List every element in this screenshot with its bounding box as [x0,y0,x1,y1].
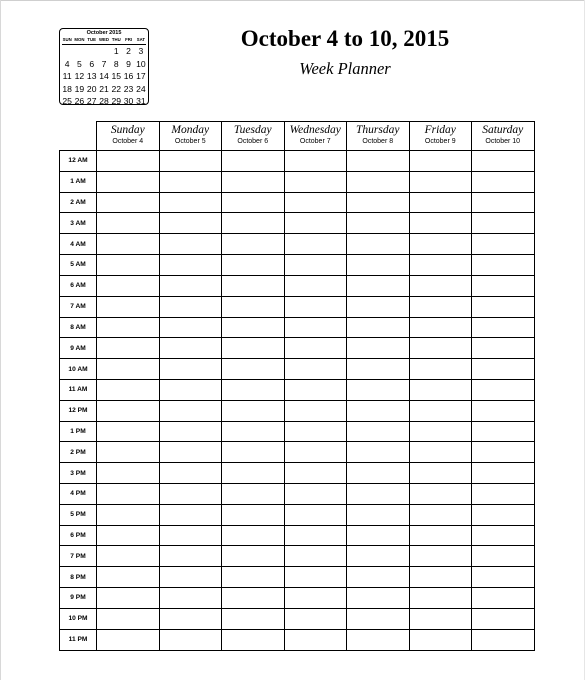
time-row [60,546,535,567]
time-label: 11 AM [60,379,97,400]
planner-cell[interactable] [97,359,160,380]
mini-calendar-day: 1 [113,46,119,56]
planner-cell[interactable] [97,504,160,525]
mini-calendar-day: 27 [86,96,97,106]
planner-cell[interactable] [222,255,285,276]
time-row [60,213,535,234]
time-label: 3 AM [60,213,97,234]
time-row [60,525,535,546]
planner-cell[interactable] [159,192,222,213]
mini-calendar-day: 31 [136,96,146,106]
planner-cell[interactable] [284,255,347,276]
planner-cell[interactable] [159,567,222,588]
day-name: Saturday [482,124,524,136]
planner-cell[interactable] [472,151,535,172]
planner-cell[interactable] [159,213,222,234]
time-label: 8 PM [60,567,97,588]
planner-cell[interactable] [472,525,535,546]
day-header-thursday [347,122,410,151]
planner-cell[interactable] [409,463,472,484]
planner-cell[interactable] [222,463,285,484]
planner-cell[interactable] [159,484,222,505]
planner-cell[interactable] [159,275,222,296]
planner-cell[interactable] [159,629,222,650]
planner-cell[interactable] [472,296,535,317]
mini-calendar-day: 13 [86,71,97,81]
planner-cell[interactable] [222,317,285,338]
planner-cell[interactable] [284,463,347,484]
planner-cell[interactable] [222,151,285,172]
planner-cell[interactable] [472,359,535,380]
planner-cell[interactable] [284,608,347,629]
day-header-sunday [97,122,160,151]
mini-calendar-day: 17 [136,71,146,81]
mini-calendar-day: 23 [123,83,134,94]
planner-cell[interactable] [222,629,285,650]
time-row [60,255,535,276]
planner-cell[interactable] [284,234,347,255]
time-label: 7 PM [60,546,97,567]
planner-cell[interactable] [97,171,160,192]
mini-calendar-day: 28 [99,96,109,106]
mini-calendar-day: 4 [64,58,70,69]
mini-calendar-day: 3 [138,46,144,56]
time-row [60,359,535,380]
day-header-tuesday [222,122,285,151]
planner-cell[interactable] [159,379,222,400]
planner-cell[interactable] [409,400,472,421]
day-header-wednesday [284,122,347,151]
planner-cell[interactable] [159,317,222,338]
planner-cell[interactable] [97,379,160,400]
time-label: 7 AM [60,296,97,317]
planner-cell[interactable] [472,504,535,525]
planner-cell[interactable] [347,484,410,505]
planner-header-row [60,122,535,151]
planner-cell[interactable] [284,213,347,234]
planner-cell[interactable] [222,421,285,442]
planner-cell[interactable] [159,171,222,192]
planner-cell[interactable] [159,338,222,359]
planner-cell[interactable] [97,484,160,505]
mini-calendar-day: 18 [62,83,72,94]
planner-cell[interactable] [222,525,285,546]
time-label: 3 PM [60,463,97,484]
time-label: 9 PM [60,588,97,609]
time-label: 2 AM [60,192,97,213]
planner-cell[interactable] [472,275,535,296]
planner-cell[interactable] [284,296,347,317]
mini-calendar-month: October 2015 [86,30,122,36]
time-row [60,629,535,650]
mini-calendar-weekday: FRI [125,37,133,42]
time-label: 6 PM [60,525,97,546]
planner-cell[interactable] [159,463,222,484]
planner-cell[interactable] [284,400,347,421]
day-name: Thursday [356,124,400,136]
planner-cell[interactable] [347,442,410,463]
mini-calendar-day: 21 [99,83,109,94]
planner-cell[interactable] [347,588,410,609]
mini-calendar-day: 15 [111,71,122,81]
planner-cell[interactable] [409,567,472,588]
mini-calendar-weekday: THU [111,37,121,42]
mini-calendar-day: 22 [111,83,122,94]
mini-calendar-day: 6 [89,58,95,69]
mini-calendar-weekday: WED [98,37,109,42]
planner-cell[interactable] [97,400,160,421]
day-date: October 7 [299,138,331,145]
planner-cell[interactable] [97,151,160,172]
planner-cell[interactable] [284,379,347,400]
time-row [60,296,535,317]
planner-cell[interactable] [347,421,410,442]
planner-cell[interactable] [284,525,347,546]
mini-calendar-day [98,45,110,58]
mini-calendar-day [86,45,98,58]
planner-cell[interactable] [284,504,347,525]
time-label: 1 PM [60,421,97,442]
planner-cell[interactable] [409,359,472,380]
time-row [60,338,535,359]
planner-cell[interactable] [347,379,410,400]
planner-cell[interactable] [409,442,472,463]
time-row [60,317,535,338]
planner-cell[interactable] [472,192,535,213]
planner-cell[interactable] [347,608,410,629]
planner-cell[interactable] [472,629,535,650]
planner-cell[interactable] [159,296,222,317]
planner-cell[interactable] [97,421,160,442]
time-row [60,234,535,255]
planner-cell[interactable] [284,442,347,463]
planner-cell[interactable] [159,442,222,463]
time-label: 11 PM [60,629,97,650]
time-label: 6 AM [60,275,97,296]
planner-cell[interactable] [284,484,347,505]
time-row [60,484,535,505]
planner-cell[interactable] [97,275,160,296]
page-left-edge [0,0,1,680]
planner-cell[interactable] [409,484,472,505]
planner-cell[interactable] [159,608,222,629]
planner-cell[interactable] [347,359,410,380]
planner-corner [60,122,97,151]
mini-calendar-days [61,45,147,108]
planner-cell[interactable] [472,338,535,359]
planner-cell[interactable] [409,338,472,359]
planner-cell[interactable] [222,171,285,192]
planner-body [60,151,535,651]
planner-cell[interactable] [347,192,410,213]
time-label: 12 AM [60,151,97,172]
time-row [60,275,535,296]
time-row [60,567,535,588]
page-title: October 4 to 10, 2015 [240,26,450,51]
planner-cell[interactable] [159,151,222,172]
planner-cell[interactable] [347,567,410,588]
planner-cell[interactable] [409,255,472,276]
time-label: 8 AM [60,317,97,338]
day-header-monday [159,122,222,151]
mini-calendar-day: 10 [136,58,146,69]
planner-cell[interactable] [284,192,347,213]
planner-cell[interactable] [222,546,285,567]
planner-cell[interactable] [159,400,222,421]
planner-cell[interactable] [284,546,347,567]
day-name: Friday [424,124,456,136]
planner-cell[interactable] [159,588,222,609]
planner-cell[interactable] [284,567,347,588]
mini-calendar-day: 8 [113,58,119,69]
mini-calendar-day: 7 [101,58,107,69]
planner-cell[interactable] [472,484,535,505]
day-date: October 6 [237,138,269,145]
planner-cell[interactable] [409,234,472,255]
planner-cell[interactable] [97,629,160,650]
planner-cell[interactable] [222,567,285,588]
day-name: Tuesday [233,124,272,136]
time-row [60,421,535,442]
time-label: 4 PM [60,484,97,505]
planner-cell[interactable] [222,588,285,609]
planner-cell[interactable] [347,504,410,525]
planner-cell[interactable] [409,151,472,172]
planner-cell[interactable] [97,588,160,609]
mini-calendar-day: 12 [74,71,85,81]
planner-cell[interactable] [222,359,285,380]
mini-calendar-day: 24 [136,83,146,94]
planner-cell[interactable] [284,421,347,442]
planner-cell[interactable] [347,400,410,421]
mini-calendar-day: 25 [62,96,72,106]
planner-cell[interactable] [347,171,410,192]
time-row [60,171,535,192]
planner-cell[interactable] [159,546,222,567]
planner-cell[interactable] [347,213,410,234]
planner-cell[interactable] [472,588,535,609]
planner-cell[interactable] [97,442,160,463]
time-row [60,151,535,172]
planner-cell[interactable] [472,317,535,338]
planner-cell[interactable] [222,338,285,359]
planner-cell[interactable] [409,588,472,609]
time-label: 1 AM [60,171,97,192]
planner-cell[interactable] [97,338,160,359]
planner-cell[interactable] [472,400,535,421]
mini-calendar-day: 5 [77,58,82,69]
planner-cell[interactable] [284,317,347,338]
planner-cell[interactable] [159,504,222,525]
planner-cell[interactable] [222,192,285,213]
mini-calendar-weekday: MON [74,37,85,42]
planner-cell[interactable] [347,463,410,484]
mini-calendar [59,28,149,105]
planner-cell[interactable] [284,338,347,359]
mini-calendar-day: 19 [74,83,85,94]
planner-cell[interactable] [347,296,410,317]
day-date: October 5 [174,138,206,145]
mini-calendar-day: 26 [74,96,85,106]
day-name: Wednesday [289,124,341,136]
time-label: 5 AM [60,255,97,276]
planner-cell[interactable] [222,442,285,463]
planner-cell[interactable] [222,213,285,234]
planner-cell[interactable] [347,151,410,172]
planner-cell[interactable] [472,171,535,192]
planner-cell[interactable] [472,567,535,588]
planner-cell[interactable] [222,608,285,629]
time-row [60,504,535,525]
planner-cell[interactable] [472,234,535,255]
planner-cell[interactable] [97,296,160,317]
planner-cell[interactable] [409,296,472,317]
planner-cell[interactable] [159,255,222,276]
planner-cell[interactable] [222,504,285,525]
planner-cell[interactable] [97,608,160,629]
time-row [60,379,535,400]
day-date: October 9 [424,138,456,145]
planner-cell[interactable] [284,151,347,172]
day-name: Sunday [110,124,145,136]
planner-cell[interactable] [284,171,347,192]
planner-cell[interactable] [222,296,285,317]
planner-cell[interactable] [159,359,222,380]
planner-cell[interactable] [97,463,160,484]
planner-cell[interactable] [222,379,285,400]
planner-cell[interactable] [472,213,535,234]
time-row [60,442,535,463]
day-date: October 4 [112,138,144,145]
planner-cell[interactable] [284,359,347,380]
planner-cell[interactable] [347,234,410,255]
mini-calendar-day: 30 [123,96,134,106]
mini-calendar-day: 29 [111,96,122,106]
planner-cell[interactable] [347,275,410,296]
page-top-edge [0,0,585,1]
planner-cell[interactable] [97,317,160,338]
page-subtitle: Week Planner [299,59,391,78]
mini-calendar-weekday: TUE [87,37,96,42]
day-date: October 8 [362,138,394,145]
planner-cell[interactable] [409,546,472,567]
planner-cell[interactable] [472,463,535,484]
planner-cell[interactable] [409,525,472,546]
planner-cell[interactable] [347,338,410,359]
time-label: 4 AM [60,234,97,255]
planner-cell[interactable] [97,234,160,255]
planner-cell[interactable] [284,629,347,650]
planner-cell[interactable] [159,234,222,255]
planner-cell[interactable] [409,504,472,525]
day-header-friday [409,122,472,151]
planner-cell[interactable] [97,192,160,213]
planner-cell[interactable] [409,213,472,234]
planner-cell[interactable] [97,525,160,546]
mini-calendar-weekdays [61,37,147,43]
time-row [60,463,535,484]
mini-calendar-day: 16 [123,71,134,81]
mini-calendar-day: 9 [126,58,131,69]
planner-cell[interactable] [97,213,160,234]
planner-cell[interactable] [222,484,285,505]
mini-calendar-day: 11 [62,71,72,81]
planner-cell[interactable] [284,588,347,609]
day-name: Monday [171,124,210,136]
planner-cell[interactable] [347,546,410,567]
planner-cell[interactable] [347,525,410,546]
planner-cell[interactable] [409,275,472,296]
planner-cell[interactable] [222,400,285,421]
time-row [60,608,535,629]
planner-cell[interactable] [472,608,535,629]
time-row [60,588,535,609]
week-planner-grid [59,121,535,651]
day-header-saturday [472,122,535,151]
planner-cell[interactable] [222,275,285,296]
time-row [60,400,535,421]
planner-cell[interactable] [472,546,535,567]
planner-cell[interactable] [409,317,472,338]
mini-calendar-day: 2 [126,46,131,56]
planner-cell[interactable] [472,379,535,400]
mini-calendar-day [61,45,73,58]
planner-cell[interactable] [97,567,160,588]
planner-cell[interactable] [97,255,160,276]
mini-calendar-day [73,45,85,58]
planner-cell[interactable] [409,171,472,192]
mini-calendar-weekday: SAT [136,37,145,42]
planner-cell[interactable] [409,379,472,400]
day-date: October 10 [485,138,521,145]
planner-cell[interactable] [159,525,222,546]
planner-cell[interactable] [409,421,472,442]
planner-cell[interactable] [347,629,410,650]
planner-cell[interactable] [472,421,535,442]
mini-calendar-day: 14 [99,71,109,81]
planner-cell[interactable] [472,255,535,276]
mini-calendar-day: 20 [86,83,97,94]
planner-cell[interactable] [284,275,347,296]
planner-cell[interactable] [409,629,472,650]
planner-cell[interactable] [347,317,410,338]
time-label: 10 AM [60,359,97,380]
planner-cell[interactable] [409,192,472,213]
time-label: 12 PM [60,400,97,421]
mini-calendar-weekday: SUN [62,37,72,42]
planner-cell[interactable] [472,442,535,463]
planner-cell[interactable] [159,421,222,442]
planner-cell[interactable] [97,546,160,567]
planner-cell[interactable] [409,608,472,629]
time-label: 2 PM [60,442,97,463]
time-label: 9 AM [60,338,97,359]
time-label: 5 PM [60,504,97,525]
planner-cell[interactable] [222,234,285,255]
planner-cell[interactable] [347,255,410,276]
time-label: 10 PM [60,608,97,629]
time-row [60,192,535,213]
